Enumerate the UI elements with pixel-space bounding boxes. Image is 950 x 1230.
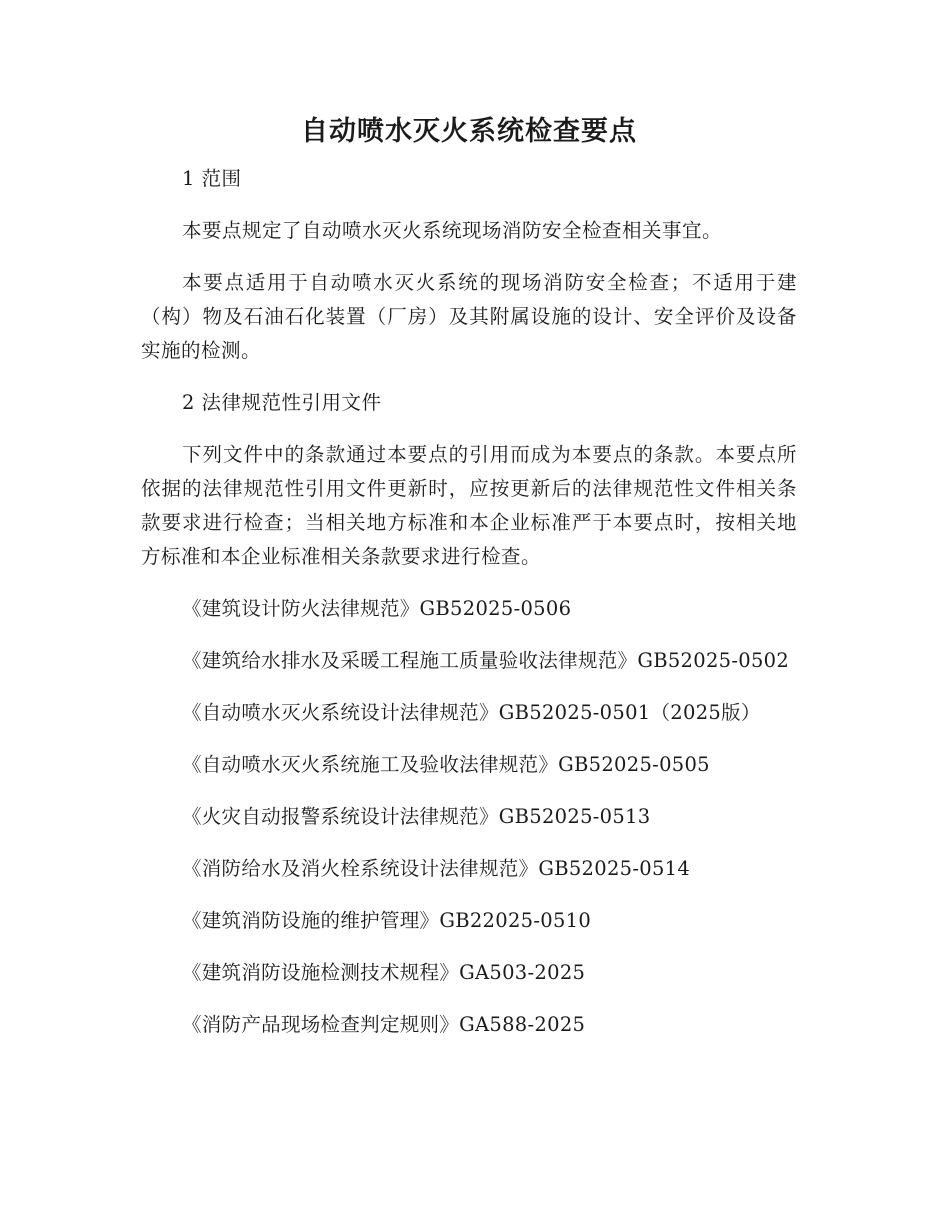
- reference-item: 《建筑设计防火法律规范》GB52025-0506: [181, 597, 572, 620]
- reference-item: 《消防给水及消火栓系统设计法律规范》GB52025-0514: [181, 857, 691, 880]
- reference-item: 《自动喷水灭火系统施工及验收法律规范》GB52025-0505: [181, 753, 710, 776]
- section-heading-references: 2 法律规范性引用文件: [181, 391, 382, 414]
- reference-item: 《建筑给水排水及采暖工程施工质量验收法律规范》GB52025-0502: [181, 649, 790, 672]
- reference-item: 《自动喷水灭火系统设计法律规范》GB52025-0501（2025版）: [181, 701, 761, 724]
- reference-item: 《消防产品现场检查判定规则》GA588-2025: [181, 1013, 586, 1036]
- document-title: 自动喷水灭火系统检查要点: [301, 116, 637, 147]
- reference-item: 《建筑消防设施检测技术规程》GA503-2025: [181, 961, 586, 984]
- paragraph: 本要点规定了自动喷水灭火系统现场消防安全检查相关事宜。: [181, 219, 722, 242]
- section-heading-scope: 1 范围: [181, 167, 242, 190]
- paragraph: 下列文件中的条款通过本要点的引用而成为本要点的条款。本要点所依据的法律规范性引用文件更新时，应按更新后的法律规范性文件相关条款要求进行检查；当相关地方标准和本企业标准严于本要点时，按相关地方标准和本企业标准相关条款要求进行检查。: [141, 443, 797, 568]
- reference-item: 《建筑消防设施的维护管理》GB22025-0510: [181, 909, 592, 932]
- document-page: [141, 112, 797, 1060]
- paragraph: 本要点适用于自动喷水灭火系统的现场消防安全检查；不适用于建（构）物及石油石化装置（厂房）及其附属设施的设计、安全评价及设备实施的检测。: [141, 271, 797, 362]
- reference-item: 《火灾自动报警系统设计法律规范》GB52025-0513: [181, 805, 651, 828]
